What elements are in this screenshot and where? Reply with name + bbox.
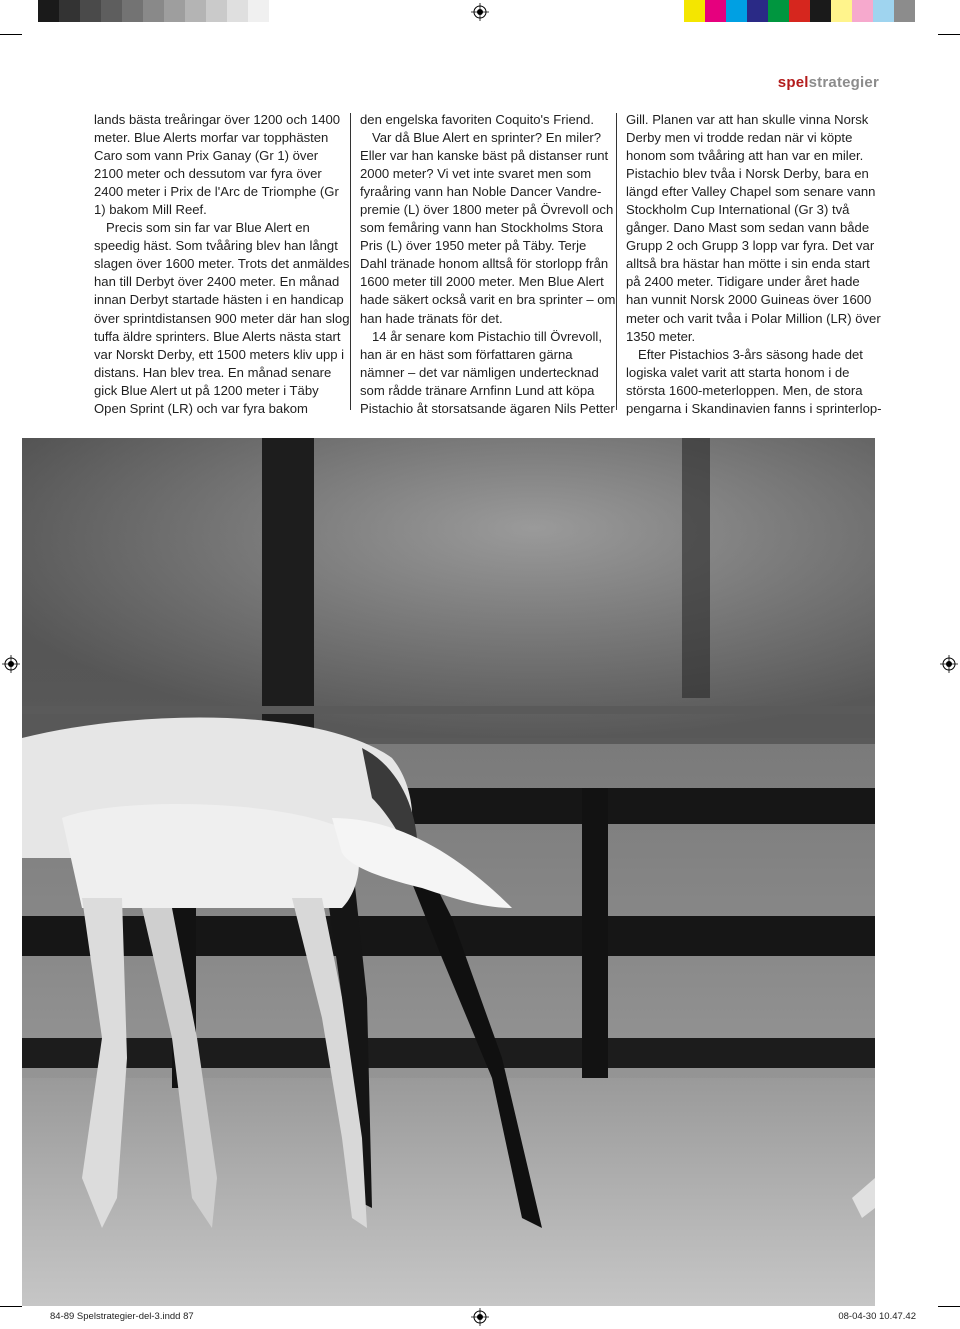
paragraph: Efter Pistachios 3-års säsong hade det logiska valet varit att starta honom i de största 1600-meterloppen. Men, de stora pengarna i Skandinavien fanns i sprinterlop-: [626, 346, 882, 416]
crop-mark: [938, 34, 960, 35]
calibration-swatch: [747, 0, 768, 22]
calibration-swatch: [38, 0, 59, 22]
calibration-swatch: [705, 0, 726, 22]
calibration-swatch: [831, 0, 852, 22]
crop-mark: [0, 34, 22, 35]
calibration-swatch: [810, 0, 831, 22]
calibration-swatch: [80, 0, 101, 22]
paragraph: Precis som sin far var Blue Alert en speedig häst. Som tvååring blev han långt slagen över 1600 meter. Trots det anmäldes han till Derbyt över 2400 meter. En månad innan Derbyt startade hästen i en handicap över sprintdistansen 900 meter där han slog tuffa äldre sprinters. Blue Alerts nästa start var Norskt Derby, ett 1500 meters kliv upp i distans. Han blev trea. En månad senare gick Blue Alert ut på 1200 meter i Täby Open Sprint (LR) och var fyra bakom: [94, 220, 350, 416]
color-calibration-bar: [684, 0, 915, 22]
calibration-swatch: [206, 0, 227, 22]
crop-mark: [938, 1306, 960, 1307]
paragraph: Gill. Planen var att han skulle vinna Norsk Derby men vi trodde redan när vi köpte honom som tvååring att han var en miler. Pistachio blev tvåa i Norsk Derby, bara en längd efter Valley Chapel som senare vann Stockholm Cup International (Gr 3) två gånger. Dano Mast som sedan vann både Grupp 2 och Grupp 3 lopp var fyra. Det var alltså bra hästar han mötte i sin enda start på 2400 meter. Tidigare under året hade han vunnit Norsk 2000 Guineas över 1600 meter och varit tvåa i Polar Million (LR) över 1350 meter.: [626, 112, 881, 344]
file-slug: 84-89 Spelstrategier-del-3.indd 87: [50, 1311, 194, 1322]
calibration-swatch: [227, 0, 248, 22]
column-rule: [616, 113, 617, 410]
paragraph: den engelska favoriten Coquito's Friend.: [360, 112, 594, 127]
calibration-swatch: [185, 0, 206, 22]
calibration-swatch: [248, 0, 269, 22]
paragraph: lands bästa treåringar över 1200 och 1400 meter. Blue Alerts morfar var topphästen Caro som vann Prix Ganay (Gr 1) över 2100 meter och dessutom var fyra över 2400 meter i Prix de l'Arc de Triomphe (Gr 1) bakom Mill Reef.: [94, 112, 341, 218]
calibration-swatch: [101, 0, 122, 22]
calibration-swatch: [684, 0, 705, 22]
calibration-swatch: [852, 0, 873, 22]
calibration-swatch: [789, 0, 810, 22]
registration-mark-icon: [471, 3, 489, 21]
horse-photo: [22, 438, 875, 1306]
registration-mark-icon: [2, 655, 20, 673]
section-title-rest: strategier: [808, 74, 879, 91]
calibration-swatch: [726, 0, 747, 22]
crop-mark: [0, 1306, 22, 1307]
calibration-swatch: [59, 0, 80, 22]
text-column-2: [360, 111, 616, 418]
date-slug: 08-04-30 10.47.42: [838, 1311, 916, 1322]
text-column-3: [626, 111, 882, 418]
column-rule: [350, 113, 351, 410]
section-title-bold: spel: [777, 74, 809, 91]
calibration-swatch: [873, 0, 894, 22]
calibration-swatch: [143, 0, 164, 22]
section-title: [778, 74, 879, 91]
paragraph: 14 år senare kom Pistachio till Övrevoll, han är en häst som författaren gärna nämner – det var nämligen undertecknad som rådde tränare Arnfinn Lund att köpa Pistachio åt storsatsande ägaren Nils Petter: [360, 328, 615, 416]
paragraph: Var då Blue Alert en sprinter? En miler? Eller var han kanske bäst på distanser runt 2000 meter? Vi vet inte svaret men som fyraåring vann han Noble Dancer Vandrepremie (L) över 1800 meter på Övrevoll och som femåring vann han Stockholms Stora Pris (L) över 1950 meter på Täby. Terje Dahl tränade honom alltså för storlopp från 1600 meter till 2000 meter. Men Blue Alert hade säkert också varit en bra sprinter – om han hade tränats för det.: [360, 130, 616, 326]
registration-mark-icon: [940, 655, 958, 673]
calibration-swatch: [164, 0, 185, 22]
calibration-swatch: [894, 0, 915, 22]
registration-mark-icon: [471, 1308, 489, 1326]
text-column-1: [94, 111, 350, 418]
grayscale-calibration-bar: [38, 0, 269, 22]
calibration-swatch: [768, 0, 789, 22]
calibration-swatch: [122, 0, 143, 22]
